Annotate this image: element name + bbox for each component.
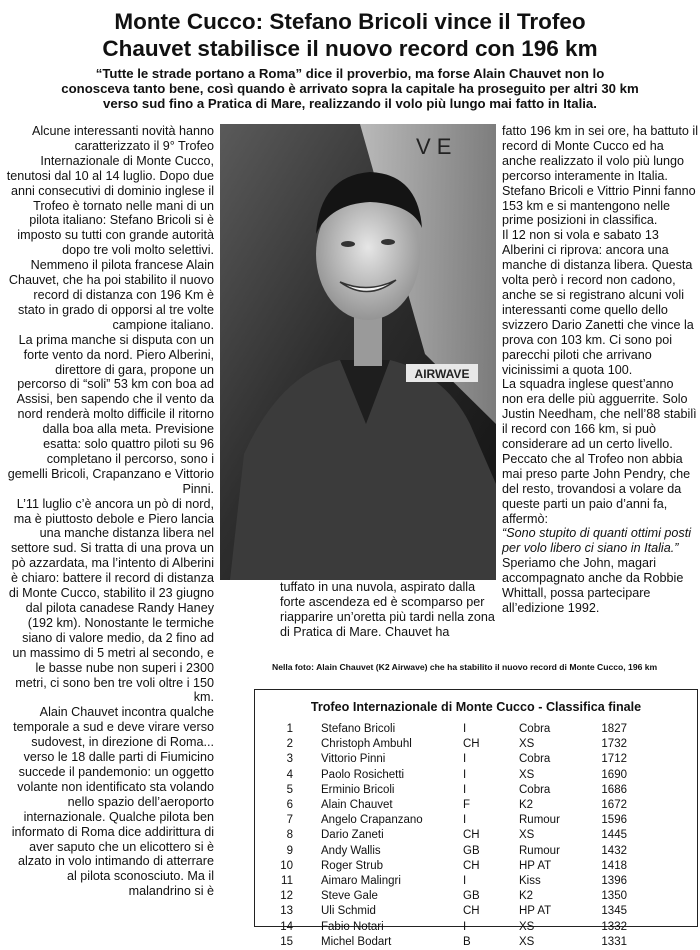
pilot-cell: Alain Chauvet xyxy=(321,799,393,812)
pendry-quote: “Sono stupito di quanti ottimi posti per volo libero ci siano in Italia.” xyxy=(502,526,692,556)
points-cell: 1350 xyxy=(601,890,627,903)
rank-cell: 6 xyxy=(286,799,293,812)
article-column-left xyxy=(6,124,214,899)
points-cell: 1396 xyxy=(601,875,627,888)
points-cell: 1445 xyxy=(601,829,627,842)
nation-cell: I xyxy=(463,723,467,735)
table-row xyxy=(265,904,627,919)
nation-cell: CH xyxy=(463,829,480,842)
rank-cell: 1 xyxy=(286,723,293,735)
headline-line-1: Monte Cucco: Stefano Bricoli vince il Trofeo xyxy=(114,9,586,34)
glider-cell: K2 xyxy=(519,890,534,903)
table-row xyxy=(265,737,627,752)
nation-cell: F xyxy=(463,799,471,812)
points-cell: 1672 xyxy=(601,799,627,812)
glider-cell: Rumour xyxy=(519,844,560,857)
points-cell: 1732 xyxy=(601,738,627,751)
pilot-cell: Paolo Rosichetti xyxy=(321,768,405,781)
points-cell: 1345 xyxy=(601,905,627,918)
pilot-cell: Angelo Crapanzano xyxy=(321,814,423,827)
table-row xyxy=(265,722,627,737)
standings-title: Trofeo Internazionale di Monte Cucco - Classifica finale xyxy=(310,700,642,714)
pilot-cell: Vittorio Pinni xyxy=(321,753,386,766)
pilot-cell: Michel Bodart xyxy=(321,935,392,948)
table-row xyxy=(265,844,627,859)
pilot-photo-illustration xyxy=(220,124,496,580)
rank-cell: 14 xyxy=(280,920,293,933)
nation-cell: GB xyxy=(463,844,480,857)
paragraph: Speriamo che John, magari accompagnato anche da Robbie Whittall, possa partecipare all’edizione 1992. xyxy=(502,556,684,615)
nation-cell: CH xyxy=(463,859,480,872)
points-cell: 1332 xyxy=(601,920,627,933)
glider-cell: HP AT xyxy=(519,859,552,872)
pilot-cell: Andy Wallis xyxy=(321,844,381,857)
glider-cell: K2 xyxy=(519,799,534,812)
glider-cell: Cobra xyxy=(519,753,551,766)
glider-cell: Rumour xyxy=(519,814,560,827)
glider-cell: XS xyxy=(519,768,535,781)
standings-table xyxy=(265,722,627,950)
paragraph: La prima manche si disputa con un forte vento da nord. Piero Alberini, direttore di gara, propone un percorso di “soli” 53 km con boa ad Assisi, ben sapendo che il vento da nord renderà molto difficile il ritorno dalla boa alla meta. Previsione esatta: solo quattro piloti su 96 completano il percorso, sono i gemelli Bricoli, Crapanzano e Vittorio Pinni. xyxy=(7,332,214,496)
table-row xyxy=(265,752,627,767)
rank-cell: 10 xyxy=(280,859,293,872)
glider-cell: Cobra xyxy=(519,783,551,796)
pilot-cell: Christoph Ambuhl xyxy=(321,738,412,751)
points-cell: 1712 xyxy=(601,753,627,766)
table-row xyxy=(265,813,627,828)
rank-cell: 12 xyxy=(280,890,293,903)
pilot-cell: Stefano Bricoli xyxy=(321,723,396,735)
glider-cell: Kiss xyxy=(519,875,541,888)
rank-cell: 7 xyxy=(286,814,293,827)
pilot-cell: Aimaro Malingri xyxy=(321,875,401,888)
nation-cell: I xyxy=(463,783,467,796)
glider-cell: HP AT xyxy=(519,905,552,918)
rank-cell: 2 xyxy=(286,738,293,751)
table-row xyxy=(265,798,627,813)
points-cell: 1827 xyxy=(601,723,627,735)
paragraph: L’11 luglio c’è ancora un pò di nord, ma è piuttosto debole e Piero lancia una manche distanza libera nel settore sud. Si tratta di una prova un pò azzardata, ma l’intento di Alberini è chiaro: battere il record di distanza di Monte Cucco, stabilito il 23 giugno dal pilota canadese Randy Haney (192 km). Nonostante le termiche siano di valore medio, da 2 fino ad un massimo di 5 metri al secondo, e le basse nube non superi i 2300 metri, ci sono ben tre voli oltre i 150 km. xyxy=(8,496,214,705)
glider-cell: XS xyxy=(519,829,535,842)
table-row xyxy=(265,783,627,798)
table-row xyxy=(265,920,627,935)
table-row xyxy=(265,828,627,843)
paragraph: Alain Chauvet incontra qualche temporale a sud e deve virare verso sudovest, in direzione di Roma... verso le 18 dalle parti di Fiumicino succede il pandemonio: un oggetto volante non identificato sta volando nello spazio dell’aeroporto internazionale. Qualche pilota ben informato di Roma dice addirittura di aver saputo che un elicottero si è alzato in volo intimando di atterrare al pilota sconosciuto. Ma il malandrino si è xyxy=(11,705,214,899)
rank-cell: 13 xyxy=(280,905,293,918)
points-cell: 1686 xyxy=(601,783,627,796)
rank-cell: 4 xyxy=(286,768,293,781)
nation-cell: I xyxy=(463,875,467,888)
pilot-cell: Fabio Notari xyxy=(321,920,384,933)
nation-cell: CH xyxy=(463,905,480,918)
points-cell: 1418 xyxy=(601,859,627,872)
rank-cell: 11 xyxy=(281,875,293,888)
pilot-cell: Roger Strub xyxy=(321,859,384,872)
rank-cell: 9 xyxy=(286,844,293,857)
headline-line-2: Chauvet stabilisce il nuovo record con 196 km xyxy=(102,36,598,61)
points-cell: 1432 xyxy=(601,844,627,857)
glider-letters: V E xyxy=(416,134,452,159)
paragraph: fatto 196 km in sei ore, ha battuto il record di Monte Cucco ed ha anche realizzato il volo più lungo percorso interamente in Italia. Stefano Bricoli e Vittrio Pinni fanno 153 km e si mantengono nelle prime posizioni in classifica. xyxy=(502,124,699,228)
table-row xyxy=(265,874,627,889)
airwave-logo: AIRWAVE xyxy=(414,367,470,381)
rank-cell: 15 xyxy=(280,935,293,948)
table-row xyxy=(265,859,627,874)
nation-cell: I xyxy=(463,753,467,766)
article-column-right xyxy=(502,124,698,616)
pilot-cell: Erminio Bricoli xyxy=(321,783,395,796)
nation-cell: I xyxy=(463,920,467,933)
standings-box xyxy=(254,689,698,948)
nation-cell: B xyxy=(463,935,471,948)
paragraph: La squadra inglese quest’anno non era delle più agguerrite. Solo Justin Needham, che nell’88 stabilì il record con 166 km, si può considerare ad un certo livello. Peccato che al Trofeo non abbia mai preso parte John Pendry, che del resto, trovandosi a volare da queste parti un paio d’anni fa, affermò: xyxy=(502,377,697,526)
nation-cell: CH xyxy=(463,738,480,751)
pilot-cell: Dario Zaneti xyxy=(321,829,384,842)
pilot-cell: Uli Schmid xyxy=(321,905,376,918)
pilot-cell: Steve Gale xyxy=(321,890,378,903)
nation-cell: I xyxy=(463,768,467,781)
glider-cell: Cobra xyxy=(519,723,551,735)
points-cell: 1331 xyxy=(601,935,627,948)
glider-cell: XS xyxy=(519,935,535,948)
rank-cell: 3 xyxy=(286,753,293,766)
photo-caption: Nella foto: Alain Chauvet (K2 Airwave) che ha stabilito il nuovo record di Monte Cucco, 196 km xyxy=(272,662,658,672)
points-cell: 1596 xyxy=(601,814,627,827)
paragraph: Il 12 non si vola e sabato 13 Alberini ci riprova: ancora una manche di distanza libera. Questa volta però i record non cadono, anche se si registrano alcuni voli interessanti come quello dello svizzero Dario Zanetti che vince la prova con 103 km. Ci sono poi parecchi piloti che arrivano vicinissimi a quota 100. xyxy=(502,228,694,377)
paragraph: Alcune interessanti novità hanno caratterizzato il 9° Trofeo Internazionale di Monte Cucco, tenutosi dal 10 al 14 luglio. Dopo due anni consecutivi di dominio inglese il Trofeo è tornato nelle mani di un pilota italiano: Stefano Bricoli si è imposto su tutti con grande autorità dopo tre voli molto selettivi. Nemmeno il pilota francese Alain Chauvet, che ha poi stabilito il nuovo record di distanza con 196 Km è stato in grado di opporsi al tre volte campione italiano. xyxy=(6,124,214,332)
pilot-photo xyxy=(220,124,496,580)
glider-cell: XS xyxy=(519,920,535,933)
table-row xyxy=(265,768,627,783)
article-headline xyxy=(0,8,700,62)
table-row xyxy=(265,935,627,950)
article-column-middle xyxy=(280,580,498,640)
glider-cell: XS xyxy=(519,738,535,751)
rank-cell: 8 xyxy=(286,829,293,842)
article-standfirst: “Tutte le strade portano a Roma” dice il proverbio, ma forse Alain Chauvet non lo conosceva tanto bene, così quando è arrivato sopra la capitale ha proseguito per altri 30 km verso sud fino a Pratica di Mare, realizzando il volo più lungo mai fatto in Italia. xyxy=(61,66,639,111)
paragraph: tuffato in una nuvola, aspirato dalla forte ascendeza ed è scomparso per riapparire un’oretta più tardi nella zona di Pratica di Mare. Chauvet ha xyxy=(280,580,495,639)
nation-cell: I xyxy=(463,814,467,827)
nation-cell: GB xyxy=(463,890,480,903)
rank-cell: 5 xyxy=(286,783,293,796)
points-cell: 1690 xyxy=(601,768,627,781)
table-row xyxy=(265,889,627,904)
